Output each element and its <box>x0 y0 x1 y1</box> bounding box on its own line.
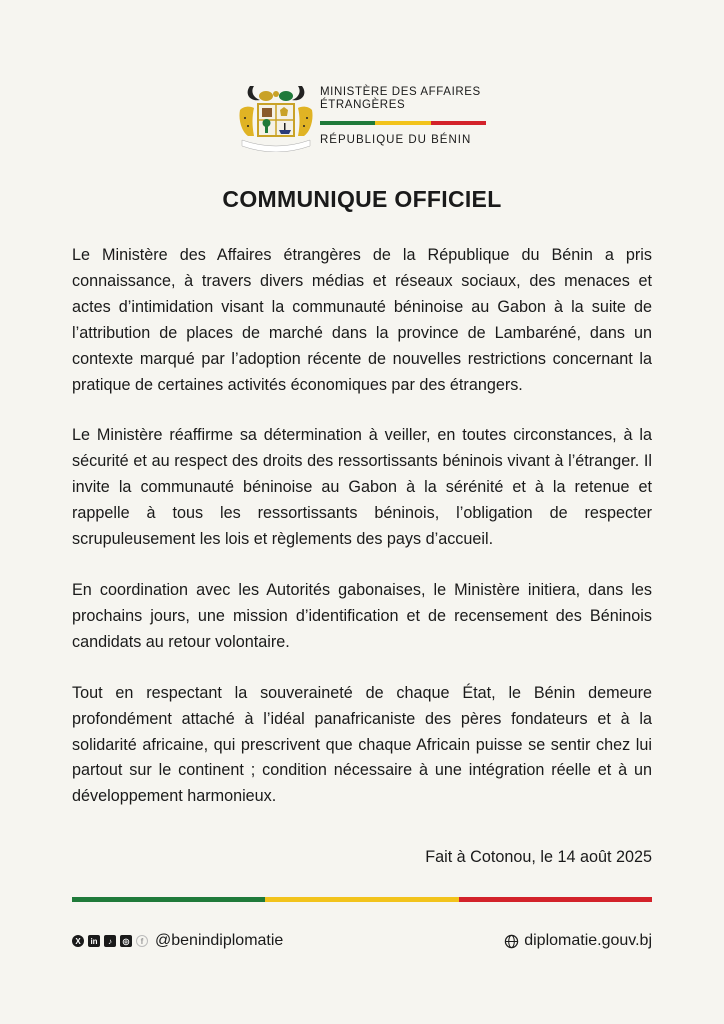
paragraph-4: Tout en respectant la souveraineté de chaque État, le Bénin demeure profondément attaché à l’idéal panafricaniste des pères fondateurs et à la solidarité africaine, qui prescrivent que chaque Africain puisse se sentir chez lui partout sur le continent ; condition nécessaire à une intégration réelle et à un développement harmonieux. <box>72 683 652 806</box>
communique-body <box>72 243 652 835</box>
republic-name: RÉPUBLIQUE DU BÉNIN <box>320 134 472 146</box>
tiktok-icon[interactable]: ♪ <box>104 935 116 947</box>
footer-green <box>72 897 265 902</box>
signature-line: Fait à Cotonou, le 14 août 2025 <box>425 848 652 866</box>
facebook-icon[interactable]: f <box>136 935 148 947</box>
linkedin-icon[interactable]: in <box>88 935 100 947</box>
footer-flag-stripe <box>72 897 652 902</box>
ministry-name <box>320 86 500 112</box>
globe-icon <box>504 934 519 949</box>
footer-red <box>459 897 652 902</box>
social-handle[interactable]: @benindiplomatie <box>155 932 284 949</box>
paragraph-3: En coordination avec les Autorités gabonaises, le Ministère initiera, dans les prochains jours, une mission d’identification et de recensement des Béninois candidats au retour volontaire. <box>72 580 652 651</box>
page-title: COMMUNIQUE OFFICIEL <box>222 186 502 212</box>
flag-stripe <box>320 121 486 125</box>
website-url[interactable]: diplomatie.gouv.bj <box>524 932 652 949</box>
ministry-line-1: MINISTÈRE DES AFFAIRES <box>320 86 481 98</box>
social-links <box>72 930 283 952</box>
coat-of-arms-icon <box>236 80 316 152</box>
x-icon[interactable]: X <box>72 935 84 947</box>
instagram-icon[interactable]: ◎ <box>120 935 132 947</box>
header <box>236 80 496 152</box>
ministry-line-2: ÉTRANGÈRES <box>320 99 406 111</box>
footer-yellow <box>265 897 458 902</box>
flag-yellow <box>375 121 430 125</box>
flag-green <box>320 121 375 125</box>
flag-red <box>431 121 486 125</box>
paragraph-2: Le Ministère réaffirme sa détermination à veiller, en toutes circonstances, à la sécurité et au respect des droits des ressortissants béninois vivant à l’étranger. Il invite la communauté béninoise au Gabon à la sérénité et à la retenue et rappelle à tous les ressortissants béninois, l’obligation de respecter scrupuleusement les lois et règlements des pays d’accueil. <box>72 426 652 549</box>
website-link[interactable] <box>504 930 652 952</box>
paragraph-1: Le Ministère des Affaires étrangères de la République du Bénin a pris connaissance, à travers divers médias et réseaux sociaux, des menaces et actes d’intimidation visant la communauté béninoise au Gabon à la suite de l’attribution de places de marché dans la province de Lambaréné, dans un contexte marqué par l’adoption récente de nouvelles restrictions concernant la pratique de certaines activités économiques par des étrangers. <box>72 246 652 394</box>
